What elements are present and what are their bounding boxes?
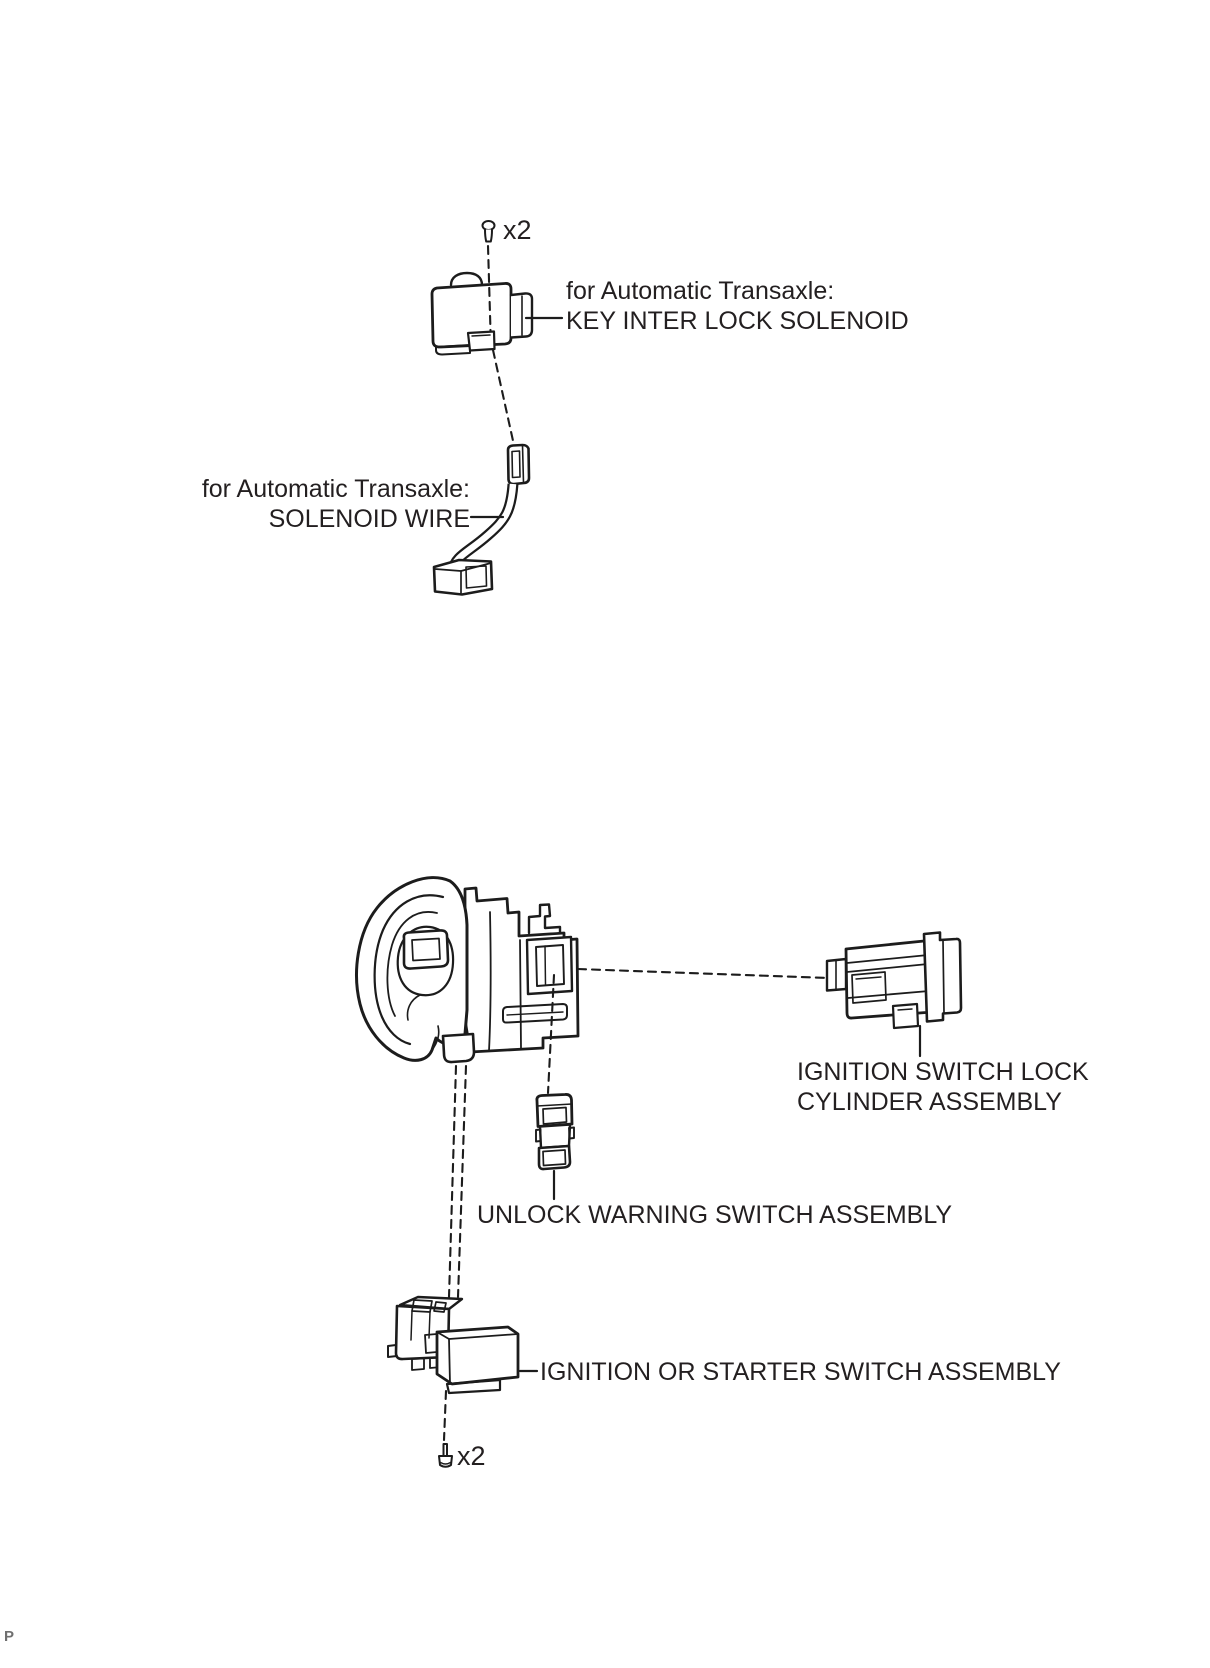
assembly-dash-line-pair-left — [449, 1066, 456, 1297]
solenoid-wire-name: SOLENOID WIRE — [268, 505, 470, 533]
ignition-switch-lock-cylinder-drawing — [827, 933, 961, 1029]
unlock-warning-switch-callout: UNLOCK WARNING SWITCH ASSEMBLY — [477, 1201, 953, 1229]
screw-icon-top — [483, 221, 495, 242]
ignition-starter-switch-drawing — [388, 1297, 518, 1393]
assembly-dash-line-switch-to-screw — [444, 1391, 446, 1440]
screw-quantity-bottom: x2 — [457, 1441, 486, 1471]
lock-cylinder-name-line1: IGNITION SWITCH LOCK — [797, 1058, 1089, 1086]
assembly-dash-line-solenoid-to-wire — [493, 350, 514, 443]
steering-lock-housing-drawing — [357, 878, 578, 1062]
solenoid-wire-qualifier: for Automatic Transaxle: — [201, 475, 470, 503]
key-interlock-solenoid-callout — [566, 276, 909, 336]
key-interlock-solenoid-drawing — [432, 273, 532, 355]
assembly-dash-line-pair-right — [458, 1066, 466, 1297]
key-interlock-solenoid-qualifier: for Automatic Transaxle: — [566, 277, 835, 305]
page-corner-mark: P — [4, 1628, 15, 1645]
ignition-starter-switch-callout: IGNITION OR STARTER SWITCH ASSEMBLY — [540, 1358, 1061, 1386]
lock-cylinder-name-line2: CYLINDER ASSEMBLY — [797, 1088, 1062, 1116]
solenoid-wire-callout — [60, 474, 470, 534]
key-interlock-solenoid-name: KEY INTER LOCK SOLENOID — [566, 307, 909, 335]
screw-quantity-top: x2 — [503, 215, 532, 245]
unlock-warning-switch-drawing — [536, 1094, 574, 1169]
lock-cylinder-callout — [797, 1057, 1089, 1117]
assembly-dash-line-housing-to-cylinder — [578, 969, 828, 978]
screw-icon-bottom — [439, 1444, 452, 1467]
